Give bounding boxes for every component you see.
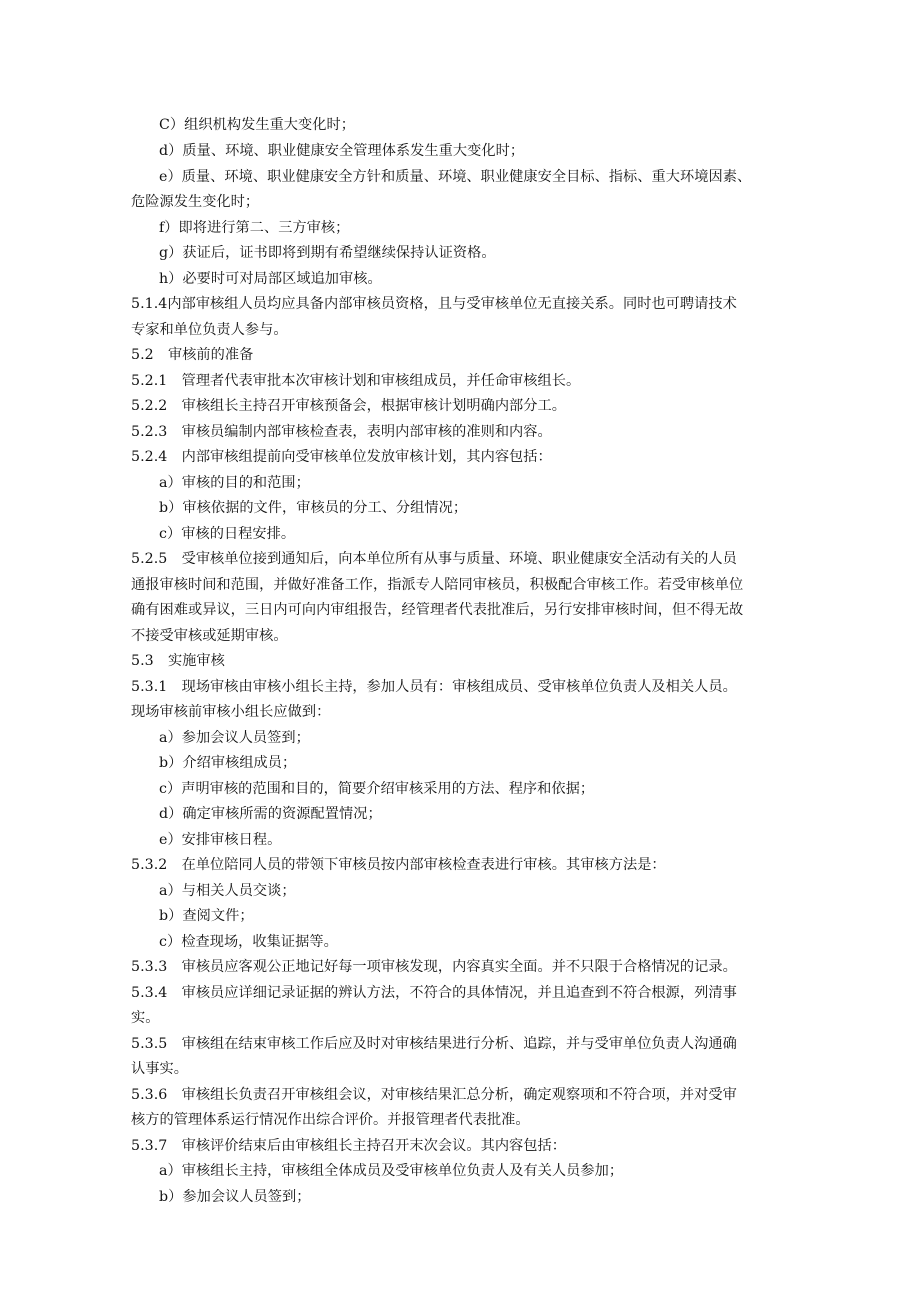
section-heading-5-3: 5.3 实施审核 xyxy=(131,653,225,669)
list-item-b: b）查阅文件； xyxy=(159,908,254,924)
clause-5-3-1: 5.3.1 现场审核由审核小组长主持，参加人员有：审核组成员、受审核单位负责人及相关人员。 xyxy=(131,679,737,695)
list-item-a: a）审核组长主持，审核组全体成员及受审核单位负责人及有关人员参加； xyxy=(159,1163,624,1179)
clause-5-3-2: 5.3.2 在单位陪同人员的带领下审核员按内部审核检查表进行审核。其审核方法是： xyxy=(131,857,666,873)
clause-5-2-5-continued: 通报审核时间和范围，并做好准备工作，指派专人陪同审核员，积极配合审核工作。若受审核单位 xyxy=(131,577,744,593)
clause-5-3-6: 5.3.6 审核组长负责召开审核组会议，对审核结果汇总分析，确定观察项和不符合项，并对受审 xyxy=(131,1087,737,1103)
clause-5-3-4-continued: 实。 xyxy=(131,1010,160,1026)
list-item-f: f）即将进行第二、三方审核； xyxy=(159,220,350,236)
clause-5-1-4: 5.1.4内部审核组人员均应具备内部审核员资格，且与受审核单位无直接关系。同时也可聘请技术 xyxy=(131,296,737,312)
list-item-h: h）必要时可对局部区域追加审核。 xyxy=(159,271,382,287)
clause-5-1-4-continued: 专家和单位负责人参与。 xyxy=(131,322,288,338)
list-item-c: c）声明审核的范围和目的，简要介绍审核采用的方法、程序和依据； xyxy=(159,781,595,797)
list-item-e: e）安排审核日程。 xyxy=(159,832,282,848)
list-item-b: b）介绍审核组成员； xyxy=(159,755,297,771)
list-item-e: e）质量、环境、职业健康安全方针和质量、环境、职业健康安全目标、指标、重大环境因素、 xyxy=(159,169,752,185)
clause-5-3-3: 5.3.3 审核员应客观公正地记好每一项审核发现，内容真实全面。并不只限于合格情况的记录。 xyxy=(131,959,737,975)
list-item-c: c）审核的日程安排。 xyxy=(159,526,296,542)
list-item-b: b）参加会议人员签到； xyxy=(159,1189,311,1205)
clause-5-2-2: 5.2.2 审核组长主持召开审核预备会，根据审核计划明确内部分工。 xyxy=(131,398,567,414)
clause-5-3-4: 5.3.4 审核员应详细记录证据的辨认方法，不符合的具体情况，并且追查到不符合根源，列清事 xyxy=(131,985,737,1001)
list-item-d: d）质量、环境、职业健康安全管理体系发生重大变化时； xyxy=(159,143,525,159)
section-heading-5-2: 5.2 审核前的准备 xyxy=(131,347,254,363)
list-item-d: d）确定审核所需的资源配置情况； xyxy=(159,806,382,822)
list-item-a: a）审核的目的和范围； xyxy=(159,475,310,491)
clause-5-3-1-continued: 现场审核前审核小组长应做到： xyxy=(131,704,331,720)
clause-5-3-5: 5.3.5 审核组在结束审核工作后应及时对审核结果进行分析、追踪，并与受审单位负责人沟通确 xyxy=(131,1036,737,1052)
clause-5-2-3: 5.2.3 审核员编制内部审核检查表，表明内部审核的准则和内容。 xyxy=(131,424,552,440)
list-item-g: g）获证后，证书即将到期有希望继续保持认证资格。 xyxy=(159,245,496,261)
clause-5-2-1: 5.2.1 管理者代表审批本次审核计划和审核组成员，并任命审核组长。 xyxy=(131,373,581,389)
list-item-b: b）审核依据的文件，审核员的分工、分组情况； xyxy=(159,500,468,516)
list-item-e-continued: 危险源发生变化时； xyxy=(131,194,260,210)
clause-5-2-4: 5.2.4 内部审核组提前向受审核单位发放审核计划，其内容包括： xyxy=(131,449,552,465)
clause-5-3-6-continued: 核方的管理体系运行情况作出综合评价。并报管理者代表批准。 xyxy=(131,1112,530,1128)
clause-5-2-5-continued: 确有困难或异议，三日内可向内审组报告，经管理者代表批准后，另行安排审核时间，但不得无故 xyxy=(131,602,744,618)
list-item-a: a）与相关人员交谈； xyxy=(159,883,296,899)
list-item-a: a）参加会议人员签到； xyxy=(159,730,310,746)
clause-5-3-7: 5.3.7 审核评价结束后由审核组长主持召开末次会议。其内容包括： xyxy=(131,1138,567,1154)
clause-5-2-5: 5.2.5 受审核单位接到通知后，向本单位所有从事与质量、环境、职业健康安全活动有关的人员 xyxy=(131,551,737,567)
list-item-c: C）组织机构发生重大变化时； xyxy=(159,117,355,133)
list-item-c: c）检查现场，收集证据等。 xyxy=(159,934,338,950)
clause-5-2-5-continued: 不接受审核或延期审核。 xyxy=(131,628,288,644)
clause-5-3-5-continued: 认事实。 xyxy=(131,1061,188,1077)
